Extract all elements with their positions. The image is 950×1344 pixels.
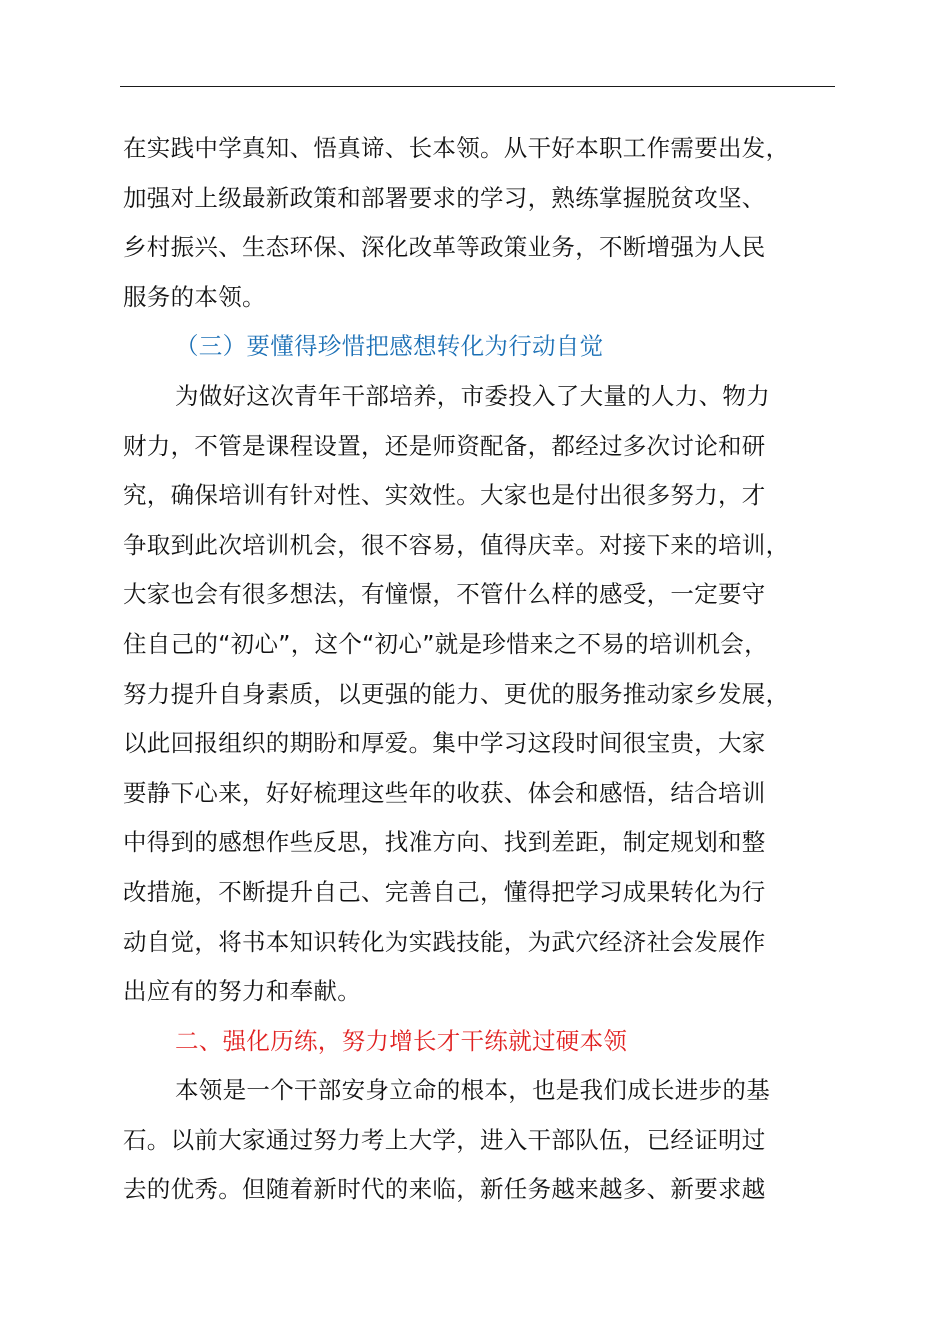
paragraph-line: 乡村振兴、生态环保、深化改革等政策业务，不断增强为人民 bbox=[123, 233, 766, 262]
paragraph-line: 努力提升自身素质，以更强的能力、更优的服务推动家乡发展， bbox=[123, 679, 790, 708]
paragraph-line: 动自觉，将书本知识转化为实践技能，为武穴经济社会发展作 bbox=[123, 927, 766, 956]
paragraph-line: 出应有的努力和奉献。 bbox=[123, 977, 361, 1006]
paragraph-line: 加强对上级最新政策和部署要求的学习，熟练掌握脱贫攻坚、 bbox=[123, 183, 766, 212]
paragraph-line: 财力，不管是课程设置，还是师资配备，都经过多次讨论和研 bbox=[123, 431, 766, 460]
chapter-heading-2: 二、强化历练，努力增长才干练就过硬本领 bbox=[175, 1026, 628, 1055]
paragraph-line: 究，确保培训有针对性、实效性。大家也是付出很多努力，才 bbox=[123, 481, 766, 510]
header-rule bbox=[120, 86, 835, 87]
paragraph-line: 本领是一个干部安身立命的根本，也是我们成长进步的基 bbox=[175, 1076, 770, 1105]
paragraph-line: 中得到的感想作些反思，找准方向、找到差距，制定规划和整 bbox=[123, 828, 766, 857]
paragraph-line: 争取到此次培训机会，很不容易，值得庆幸。对接下来的培训， bbox=[123, 530, 790, 559]
section-heading-3: （三）要懂得珍惜把感想转化为行动自觉 bbox=[175, 332, 604, 361]
paragraph-line: 在实践中学真知、悟真谛、长本领。从干好本职工作需要出发， bbox=[123, 134, 790, 162]
paragraph-line: 住自己的“初心”，这个“初心”就是珍惜来之不易的培训机会， bbox=[123, 629, 768, 658]
document-body bbox=[123, 124, 863, 1215]
paragraph-line: 为做好这次青年干部培养，市委投入了大量的人力、物力 bbox=[175, 381, 770, 410]
paragraph-line: 石。以前大家通过努力考上大学，进入干部队伍，已经证明过 bbox=[123, 1125, 766, 1154]
paragraph-line: 去的优秀。但随着新时代的来临，新任务越来越多、新要求越 bbox=[123, 1175, 766, 1204]
paragraph-line: 改措施，不断提升自己、完善自己，懂得把学习成果转化为行 bbox=[123, 877, 766, 906]
paragraph-line: 要静下心来，好好梳理这些年的收获、体会和感悟，结合培训 bbox=[123, 778, 766, 807]
paragraph-line: 以此回报组织的期盼和厚爱。集中学习这段时间很宝贵，大家 bbox=[123, 729, 766, 758]
paragraph-line: 服务的本领。 bbox=[123, 282, 266, 311]
paragraph-line: 大家也会有很多想法，有憧憬，不管什么样的感受，一定要守 bbox=[123, 580, 766, 609]
